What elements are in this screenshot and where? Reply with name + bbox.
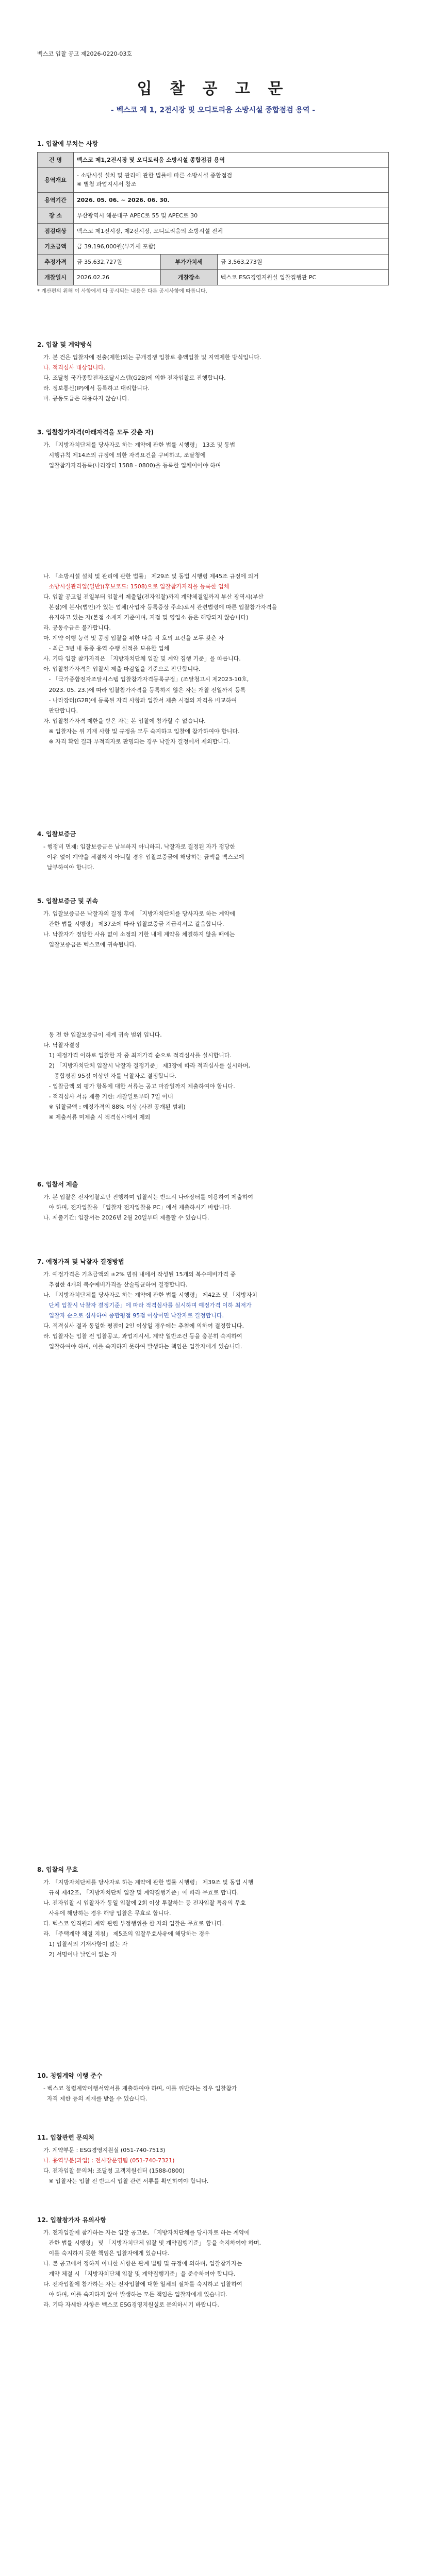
table-value: 금 3,563,273원 — [217, 254, 388, 269]
text-line: - 적격심사 서류 제출 기한: 개찰일로부터 7일 이내 — [43, 1093, 173, 1100]
text-line: - 「국가종합전자조달시스템 입찰참가자격등록규정」(조달청고시 제2023-10호, — [43, 676, 249, 683]
text-line: 관한 법률 시행령」 제37조에 따라 입찰보증금 지급각서로 갈음합니다. — [43, 920, 224, 927]
text-line: ※ 입찰자는 입찰 전 반드시 입찰 관련 서류를 확인하여야 합니다. — [43, 2177, 209, 2184]
section-5 — [37, 896, 389, 951]
section-2 — [37, 340, 389, 404]
table-value: 2026. 05. 06. ~ 2026. 06. 30. — [74, 192, 389, 208]
table-row — [38, 152, 389, 167]
notice-number: 벡스코 입찰 공고 제2026-0220-03호 — [37, 50, 133, 57]
table-value: 벡스코 ESG경영지원실 입찰집행관 PC — [217, 269, 388, 285]
text-line: 계약 체결 시 「지방자치단체 입찰 및 계약집행기준」을 준수하여야 합니다. — [43, 2270, 236, 2277]
text-line: 라. 정보통신(IP)에서 등록하고 대리합니다. — [43, 384, 150, 392]
text-line: 2) 「지방자치단체 입찰시 낙찰자 결정기준」 제3장에 따라 적격심사를 실시하며, — [43, 1062, 251, 1070]
page-title: 입 찰 공 고 문 — [137, 80, 289, 98]
table-key: 추정가격 — [38, 254, 74, 269]
section-heading: 6. 입찰서 제출 — [37, 1181, 78, 1188]
section-10 — [37, 2071, 389, 2105]
text-line: 이유 없이 계약을 체결하지 아니할 경우 입찰보증금에 해당하는 금액을 벡스코에 — [43, 853, 244, 860]
text-line: - 행정비 면제: 입찰보증금은 납부하지 아니하되, 낙찰자로 결정된 자가 정당한 — [43, 843, 236, 850]
table-key: 용역기간 — [38, 192, 74, 208]
text-line: ※ 입찰금액 : 예정가격의 88% 이상 (사전 공개된 범위) — [43, 1104, 186, 1111]
section-heading: 8. 입찰의 무효 — [37, 1866, 78, 1873]
text-line: 마. 계약 이행 능력 및 공정 입찰을 위한 다음 각 호의 요건을 모두 갖춘 자 — [43, 635, 224, 642]
text-line: 나. 용역부분(과업) : 전시장운영팀 (051-740-7321) — [43, 2157, 175, 2164]
table-value: 금 35,632,727원 — [74, 254, 161, 269]
section-heading: 4. 입찰보증금 — [37, 831, 76, 838]
text-line: 나. 전자입찰 시 입찰자가 동일 입찰에 2회 이상 투찰하는 등 전자입찰 특유의 무효 — [43, 1899, 246, 1906]
text-line: 아. 입찰참가자격은 입찰서 제출 마감일을 기준으로 판단합니다. — [43, 666, 201, 673]
table-row — [38, 254, 389, 269]
text-line: 추첨한 4개의 복수예비가격을 산술평균하여 결정합니다. — [43, 1281, 188, 1288]
text-line: 다. 전자입찰 문의처: 조달청 고객지원센터 (1588-0800) — [43, 2167, 185, 2174]
text-line: 본점)에 본사(법인)가 있는 업체(사업자 등록증상 주소)로서 관련법령에 따른 입찰참가자격을 — [43, 604, 277, 611]
text-line: 나. 「소방시설 설치 및 관리에 관한 법률」 제29조 및 동법 시행령 제45조 규정에 의거 — [43, 573, 259, 580]
text-line: 나. 적격심사 대상입니다. — [43, 364, 106, 371]
section-3 — [37, 428, 389, 471]
text-line: 1) 예정가격 이하로 입찰한 자 중 최저가격 순으로 적격심사를 실시합니다. — [43, 1052, 232, 1059]
section-7 — [37, 1257, 389, 1352]
section-heading: 2. 입찰 및 계약방식 — [37, 341, 92, 348]
text-line: 다. 전자입찰에 참가하는 자는 전자입찰에 대한 일체의 절차를 숙지하고 입찰하여 — [43, 2280, 242, 2287]
section-12 — [37, 2215, 389, 2311]
table-row — [38, 239, 389, 254]
text-line: 다. 적격심사 결과 동일한 평점이 2인 이상일 경우에는 추첨에 의하여 결정합니다. — [43, 1322, 244, 1329]
section-4 — [37, 829, 389, 873]
text-line: 가. 본 건은 입찰자에 전출(제한)되는 공개경쟁 입찰로 총액입찰 및 지역제한 방식입니다. — [43, 353, 261, 361]
text-line: 가. 본 입찰은 전자입찰로만 진행하며 입찰서는 반드시 나라장터를 이용하여 제출하여 — [43, 1193, 253, 1200]
table-key: 점검대상 — [38, 223, 74, 239]
text-line: 종합평점 95점 이상인 자를 낙찰자로 결정합니다. — [43, 1073, 176, 1080]
text-line: 다. 조달청 국가종합전자조달시스템(G2B)에 의한 전자입찰로 진행합니다. — [43, 374, 226, 381]
text-line: ※ 제출서류 미제출 시 적격심사에서 제외 — [43, 1114, 151, 1121]
section-8 — [37, 1865, 389, 1960]
section-heading: 1. 입찰에 부치는 사항 — [37, 140, 99, 147]
text-line: ※ 입찰자는 위 기재 사항 및 규정을 모두 숙지하고 입찰에 참가하여야 합니다. — [43, 727, 240, 735]
table-key: 용역개요 — [38, 167, 74, 192]
text-line: 가. 계약부문 : ESG경영지원실 (051-740-7513) — [43, 2146, 166, 2154]
text-line: 야 하며, 이를 숙지하지 않아 발생하는 모든 책임은 입찰자에게 있습니다. — [43, 2291, 228, 2298]
text-line: 입찰참가자격등록(나라장터 1588 - 0800)을 등록한 업체이어야 하며 — [43, 462, 221, 469]
table-row — [38, 223, 389, 239]
text-line: 입찰보증금은 벡스코에 귀속됩니다. — [43, 941, 137, 948]
table-footnote: * 계산편의 위해 이 사항에서 다 공시되는 내용은 다른 공시사항에 따릅니다. — [37, 288, 207, 294]
text-line: 규칙 제42조, 「지방자치단체 입찰 및 계약집행기준」에 따라 무효로 합니다. — [43, 1889, 239, 1896]
text-line: - 벡스코 청렴계약이행서약서를 제출하여야 하며, 이를 위반하는 경우 입찰참가 — [43, 2084, 237, 2092]
text-line: 나. 본 공고에서 정하지 아니한 사항은 관계 법령 및 규정에 의하며, 입찰참가자는 — [43, 2260, 242, 2267]
text-line: 라. 기타 자세한 사항은 벡스코 ESG경영지원실로 문의하시기 바랍니다. — [43, 2301, 219, 2308]
table-value: 금 39,196,000원(부가세 포함) — [74, 239, 389, 254]
table-row — [38, 269, 389, 285]
text-line: 가. 입찰보증금은 낙찰자의 결정 후에 「지방자치단체를 당사자로 하는 계약에 — [43, 910, 235, 917]
text-line: 유지하고 있는 자(본점 소재지 기준이며, 지점 및 영업소 등은 해당되지 않습니다) — [43, 614, 249, 621]
text-line: 소방시설관리업(일반)(후보코드: 1508)으로 입찰참가자격을 등록한 업체 — [43, 583, 230, 590]
text-line: 라. 입찰자는 입찰 전 입찰공고, 과업지시서, 계약 일반조건 등을 충분히 숙지하여 — [43, 1332, 242, 1340]
table-key: 장 소 — [38, 208, 74, 223]
section-5-continued — [37, 1030, 389, 1123]
text-line: 관한 법률 시행령」 및 「지방자치단체 입찰 및 계약집행기준」 등을 숙지하여야 하며, — [43, 2239, 261, 2246]
text-line: ※ 자격 확인 결과 부적격자로 판명되는 경우 낙찰자 결정에서 제외합니다. — [43, 738, 231, 745]
text-line: 다. 낙찰자결정 — [43, 1042, 80, 1049]
text-line: 야 하며, 전자입찰을 「입찰자 전자입찰용 PC」에서 제출하시기 바랍니다. — [43, 1204, 232, 1211]
text-line: 판단합니다. — [43, 707, 78, 714]
table-row — [38, 208, 389, 223]
text-line: - 입찰금액 외 평가 항목에 대한 서류는 공고 마감일까지 제출하여야 합니다. — [43, 1083, 235, 1090]
text-line: 가. 예정가격은 기초금액의 ±2% 범위 내에서 작성된 15개의 복수예비가격 중 — [43, 1270, 236, 1278]
text-line: 라. 「주택계약 체결 지침」 제5조의 입찰무효사유에 해당하는 경우 — [43, 1930, 210, 1937]
table-key: 개찰일시 — [38, 269, 74, 285]
section-11 — [37, 2133, 389, 2187]
table-key: 기초금액 — [38, 239, 74, 254]
text-line: 마. 공동도급은 허용하지 않습니다. — [43, 395, 129, 402]
table-key: 부가가치세 — [160, 254, 217, 269]
text-line: 가. 전자입찰에 참가하는 자는 입찰 공고문, 「지방자치단체를 당사자로 하는 계약에 — [43, 2229, 250, 2236]
table-key: 건 명 — [38, 152, 74, 167]
text-line: 시행규칙 제14조의 규정에 의한 자격요건을 구비하고, 조달청에 — [43, 451, 206, 459]
section-heading: 11. 입찰관련 문의처 — [37, 2134, 94, 2141]
page-subtitle: - 벡스코 제 1, 2전시장 및 오디토리움 소방시설 종합점검 용역 - — [110, 106, 316, 114]
text-line: 다. 벡스코 임직원과 계약 관련 부정행위를 한 자의 입찰은 무효로 합니다. — [43, 1920, 224, 1927]
text-line: 납부하여야 합니다. — [43, 863, 94, 871]
text-line: 라. 공동수급은 불가합니다. — [43, 624, 111, 632]
section-3-continued — [37, 572, 389, 748]
section-heading: 3. 입찰참가자격(아래자격을 모두 갖춘 자) — [37, 429, 154, 436]
text-line: 다. 입찰 공고일 전일부터 입찰서 제출일(전자입찰)까지 계약체결일까지 부산 광역시(부산 — [43, 594, 264, 601]
table-value: 2026.02.26 — [74, 269, 161, 285]
section-heading: 7. 예정가격 및 낙찰자 결정방법 — [37, 1258, 124, 1265]
text-line: 사유에 해당하는 경우 해당 입찰은 무효로 합니다. — [43, 1909, 171, 1917]
table-value: - 소방시설 설치 및 관리에 관한 법률에 따른 소방시설 종합점검 ※ 별첨 과업지시서 참조 — [74, 167, 389, 192]
section-6 — [37, 1180, 389, 1224]
text-line: 나. 낙찰자가 정당한 사유 없이 소정의 기한 내에 계약을 체결하지 않을 때에는 — [43, 930, 235, 938]
text-line: 나. 「지방자치단체를 당사자로 하는 계약에 관한 법률 시행령」 제42조 및 「지방자치 — [43, 1291, 257, 1298]
text-line: 자격 제한 등의 제재를 받을 수 있습니다. — [43, 2095, 148, 2102]
table-value: 벡스코 제1전시장, 제2전시장, 오디토리움의 소방시설 전체 — [74, 223, 389, 239]
bid-info-table — [37, 152, 389, 285]
table-row — [38, 167, 389, 192]
table-row — [38, 192, 389, 208]
text-line: - 나라장터(G2B)에 등록된 자격 사항과 입찰서 제출 시점의 자격을 비교하여 — [43, 697, 237, 704]
text-line: 동 전 한 입찰보증금이 세계 귀속 범위 입니다. — [43, 1031, 162, 1038]
text-line: 가. 「지방자치단체를 당사자로 하는 계약에 관한 법률 시행령」 제39조 및 동법 시행 — [43, 1878, 254, 1886]
text-line: 가. 「지방자치단체를 당사자로 하는 계약에 관한 법률 시행령」 13조 및 동법 — [43, 441, 235, 448]
text-line: 나. 제출기간: 입찰서는 2026년 2월 20일부터 제출할 수 있습니다. — [43, 1214, 209, 1221]
text-line: - 최근 3년 내 동종 용역 수행 실적을 보유한 업체 — [43, 645, 170, 652]
text-line: 자. 입찰참가자격 제한을 받은 자는 본 입찰에 참가할 수 없습니다. — [43, 717, 206, 724]
section-heading: 10. 청렴계약 이행 준수 — [37, 2072, 103, 2079]
section-heading: 12. 입찰참가자 유의사항 — [37, 2216, 106, 2224]
text-line: 입찰하여야 하며, 이를 숙지하지 못하여 발생하는 책임은 입찰자에게 있습니다. — [43, 1343, 242, 1350]
text-line: 이를 숙지하지 못한 책임은 입찰자에게 있습니다. — [43, 2249, 169, 2257]
table-key: 개찰장소 — [160, 269, 217, 285]
table-value: 벡스코 제1,2전시장 및 오디토리움 소방시설 종합점검 용역 — [74, 152, 389, 167]
text-line: 입찰자 순으로 심사하여 종합평점 95점 이상이면 낙찰자로 결정합니다. — [43, 1312, 224, 1319]
text-line: 단체 입찰시 낙찰자 결정기준」에 따라 적격심사를 실시하며 예정가격 이하 최저가 — [43, 1301, 252, 1309]
section-heading: 5. 입찰보증금 및 귀속 — [37, 897, 99, 905]
text-line: 사. 기타 입찰 참가자격은 「지방자치단체 입찰 및 계약 집행 기준」을 따릅니다. — [43, 655, 241, 663]
text-line: 1) 입찰서의 기재사항이 없는 자 — [43, 1940, 128, 1947]
table-value: 부산광역시 해운대구 APEC로 55 및 APEC로 30 — [74, 208, 389, 223]
section-1 — [37, 139, 389, 295]
text-line: 2023. 05. 23.)에 따라 입찰참가자격을 등록하지 않은 자는 개찰 전일까지 등록 — [43, 686, 246, 693]
text-line: 2) 서명이나 날인이 없는 자 — [43, 1951, 117, 1958]
